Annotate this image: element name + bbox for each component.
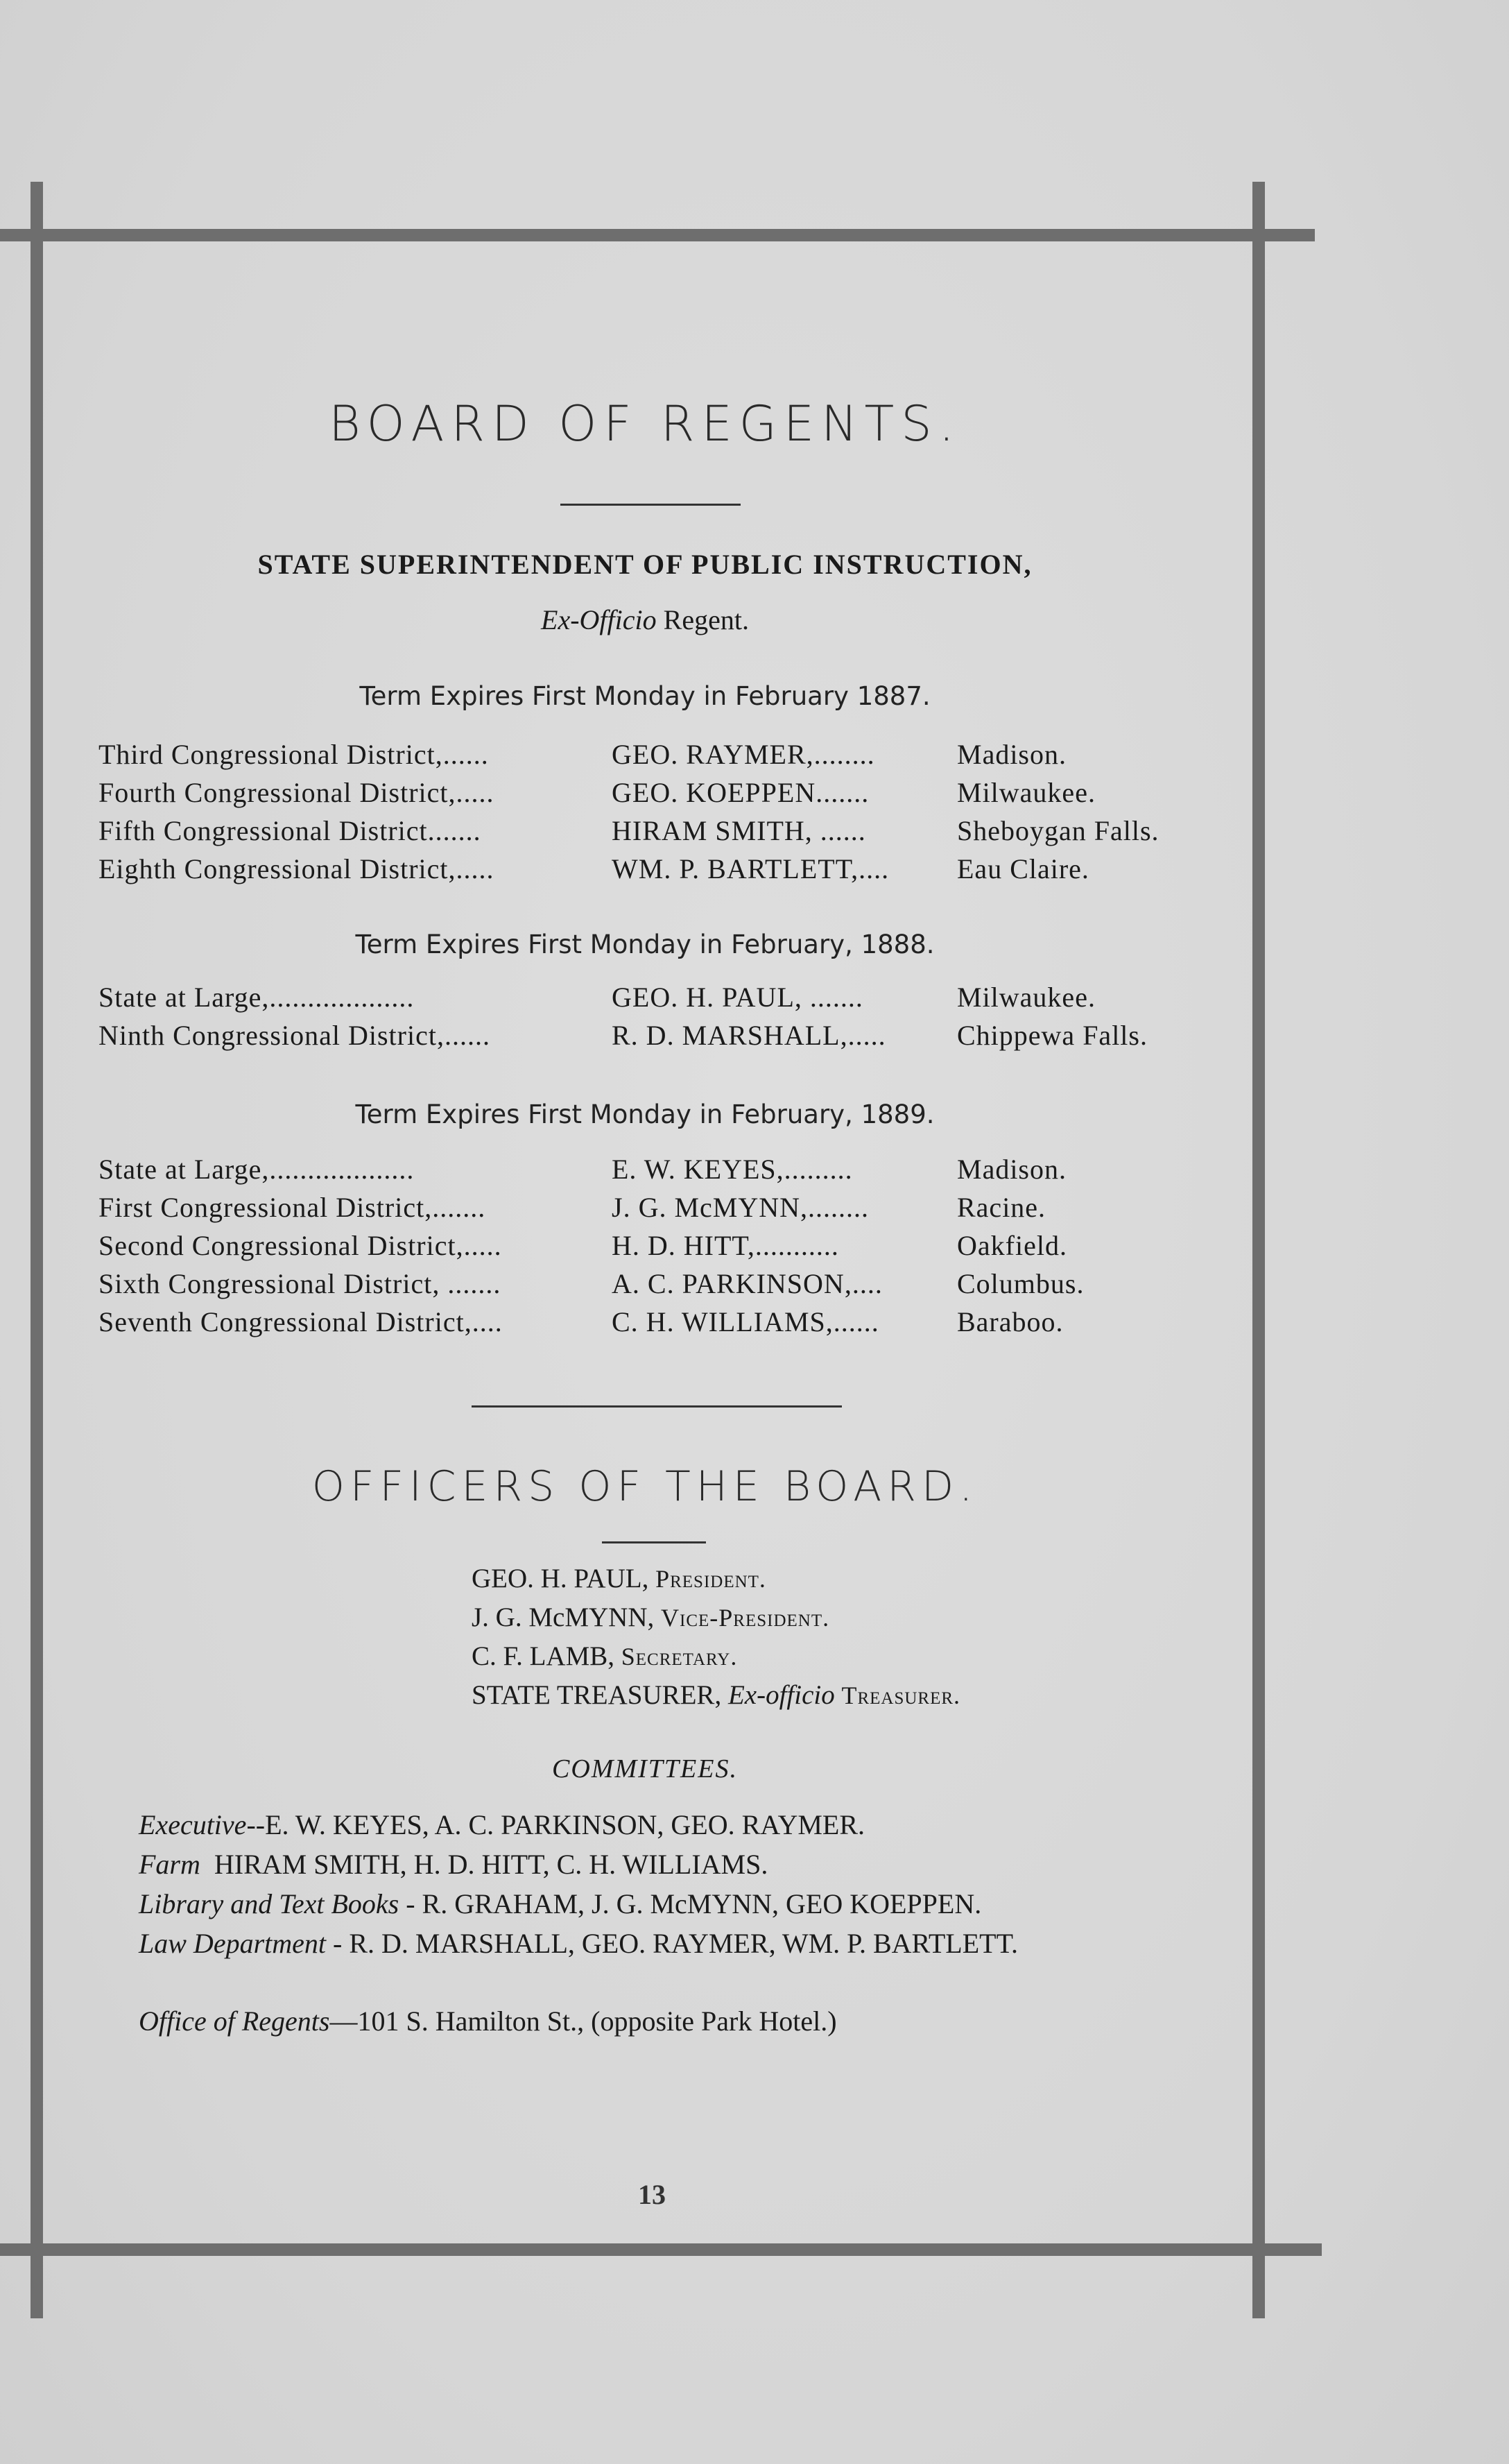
member-city: Eau Claire.: [957, 853, 1089, 884]
district-label: Second Congressional District,.....: [98, 1230, 502, 1261]
board-title: BOARD OF REGENTS.: [329, 395, 961, 452]
member-name: HIRAM SMITH, ......: [612, 815, 866, 846]
member-name: H. D. HITT,...........: [612, 1230, 839, 1261]
officer-role-qualifier: Ex-officio: [727, 1680, 842, 1710]
member-city: Racine.: [957, 1192, 1046, 1223]
list-item: [98, 1303, 1222, 1341]
member-city: Chippewa Falls.: [957, 1020, 1148, 1051]
officers-divider: [602, 1541, 706, 1543]
district-label: Seventh Congressional District,....: [98, 1306, 503, 1337]
ex-officio-label: Ex-Officio: [541, 604, 657, 635]
list-item: [139, 1924, 1018, 1963]
member-city: Madison.: [957, 1154, 1067, 1185]
term-heading-1889: Term Expires First Monday in February, 1889.: [355, 1100, 935, 1129]
member-name: WM. P. BARTLETT,....: [612, 853, 890, 884]
state-superintendent-heading: STATE SUPERINTENDENT OF PUBLIC INSTRUCTION,: [257, 549, 1033, 580]
term-heading-1888: Term Expires First Monday in February, 1888.: [355, 930, 935, 959]
committee-label: Executive: [139, 1809, 247, 1840]
district-label: First Congressional District,.......: [98, 1192, 486, 1223]
list-item: [98, 1150, 1222, 1188]
section-divider: [472, 1405, 842, 1408]
member-name: J. G. McMYNN,........: [612, 1192, 869, 1223]
committee-members: R. D. MARSHALL, GEO. RAYMER, WM. P. BARTLETT.: [349, 1928, 1019, 1959]
list-item: [472, 1559, 960, 1598]
committee-members: E. W. KEYES, A. C. PARKINSON, GEO. RAYMER.: [265, 1809, 865, 1840]
officer-role: Vice-President.: [661, 1604, 830, 1632]
member-city: Madison.: [957, 739, 1067, 770]
committee-label: Farm: [139, 1849, 200, 1880]
list-item: [98, 773, 1222, 812]
committee-label: Library and Text Books: [139, 1888, 399, 1919]
member-city: Sheboygan Falls.: [957, 815, 1159, 846]
list-item: [98, 850, 1222, 888]
officer-role: President.: [655, 1565, 766, 1593]
member-city: Columbus.: [957, 1268, 1085, 1299]
list-item: [98, 1016, 1222, 1054]
list-item: [98, 812, 1222, 850]
ex-officio-line: [0, 604, 1290, 636]
officer-name: GEO. H. PAUL,: [472, 1564, 656, 1593]
list-item: [98, 1226, 1222, 1265]
term-heading-1887: Term Expires First Monday in February 1887.: [359, 681, 931, 711]
committee-members: HIRAM SMITH, H. D. HITT, C. H. WILLIAMS.: [214, 1849, 768, 1880]
member-city: Oakfield.: [957, 1230, 1067, 1261]
list-item: [139, 1805, 1018, 1845]
committee-members: R. GRAHAM, J. G. McMYNN, GEO KOEPPEN.: [422, 1888, 982, 1919]
regent-label: Regent.: [656, 604, 749, 635]
list-item: [472, 1676, 960, 1715]
member-name: A. C. PARKINSON,....: [612, 1268, 883, 1299]
roster-1889: [98, 1150, 1222, 1341]
officers-title: OFFICERS OF THE BOARD.: [311, 1462, 978, 1511]
member-city: Baraboo.: [957, 1306, 1064, 1337]
member-name: GEO. KOEPPEN.......: [612, 777, 870, 808]
committee-separator: --: [246, 1809, 266, 1840]
member-city: Milwaukee.: [957, 777, 1096, 808]
list-item: [98, 735, 1222, 773]
district-label: Sixth Congressional District, .......: [98, 1268, 501, 1299]
list-item: [98, 978, 1222, 1016]
district-label: Fourth Congressional District,.....: [98, 777, 494, 808]
list-item: [139, 1845, 1018, 1884]
officer-role: Treasurer.: [841, 1682, 961, 1709]
district-label: State at Large,...................: [98, 982, 415, 1013]
page-number: 13: [638, 2179, 666, 2210]
district-label: State at Large,...................: [98, 1154, 415, 1185]
committees-title: COMMITTEES.: [552, 1754, 738, 1783]
district-label: Third Congressional District,......: [98, 739, 489, 770]
committee-separator: -: [399, 1888, 422, 1919]
committee-separator: -: [326, 1928, 350, 1959]
list-item: [472, 1637, 960, 1676]
committees-list: [139, 1805, 1018, 1963]
committee-separator: [200, 1849, 214, 1880]
member-name: GEO. H. PAUL, .......: [612, 982, 863, 1013]
roster-1888: [98, 978, 1222, 1054]
committee-label: Law Department: [139, 1928, 326, 1959]
officer-name: STATE TREASURER,: [472, 1680, 728, 1710]
list-item: [98, 1188, 1222, 1226]
district-label: Fifth Congressional District.......: [98, 815, 481, 846]
list-item: [139, 1884, 1018, 1924]
officer-name: J. G. McMYNN,: [472, 1602, 661, 1632]
officers-list: [472, 1559, 960, 1715]
officer-role: Secretary.: [621, 1643, 738, 1670]
list-item: [472, 1598, 960, 1637]
officer-name: C. F. LAMB,: [472, 1641, 621, 1671]
list-item: [98, 1265, 1222, 1303]
district-label: Eighth Congressional District,.....: [98, 853, 494, 884]
member-name: C. H. WILLIAMS,......: [612, 1306, 879, 1337]
member-city: Milwaukee.: [957, 982, 1096, 1013]
roster-1887: [98, 735, 1222, 888]
office-label: Office of Regents: [139, 2005, 330, 2037]
district-label: Ninth Congressional District,......: [98, 1020, 490, 1051]
title-divider: [560, 504, 741, 506]
member-name: GEO. RAYMER,........: [612, 739, 875, 770]
member-name: R. D. MARSHALL,.....: [612, 1020, 886, 1051]
member-name: E. W. KEYES,.........: [612, 1154, 853, 1185]
office-address: [139, 2005, 837, 2037]
office-text: —101 S. Hamilton St., (opposite Park Hotel.): [329, 2005, 837, 2037]
